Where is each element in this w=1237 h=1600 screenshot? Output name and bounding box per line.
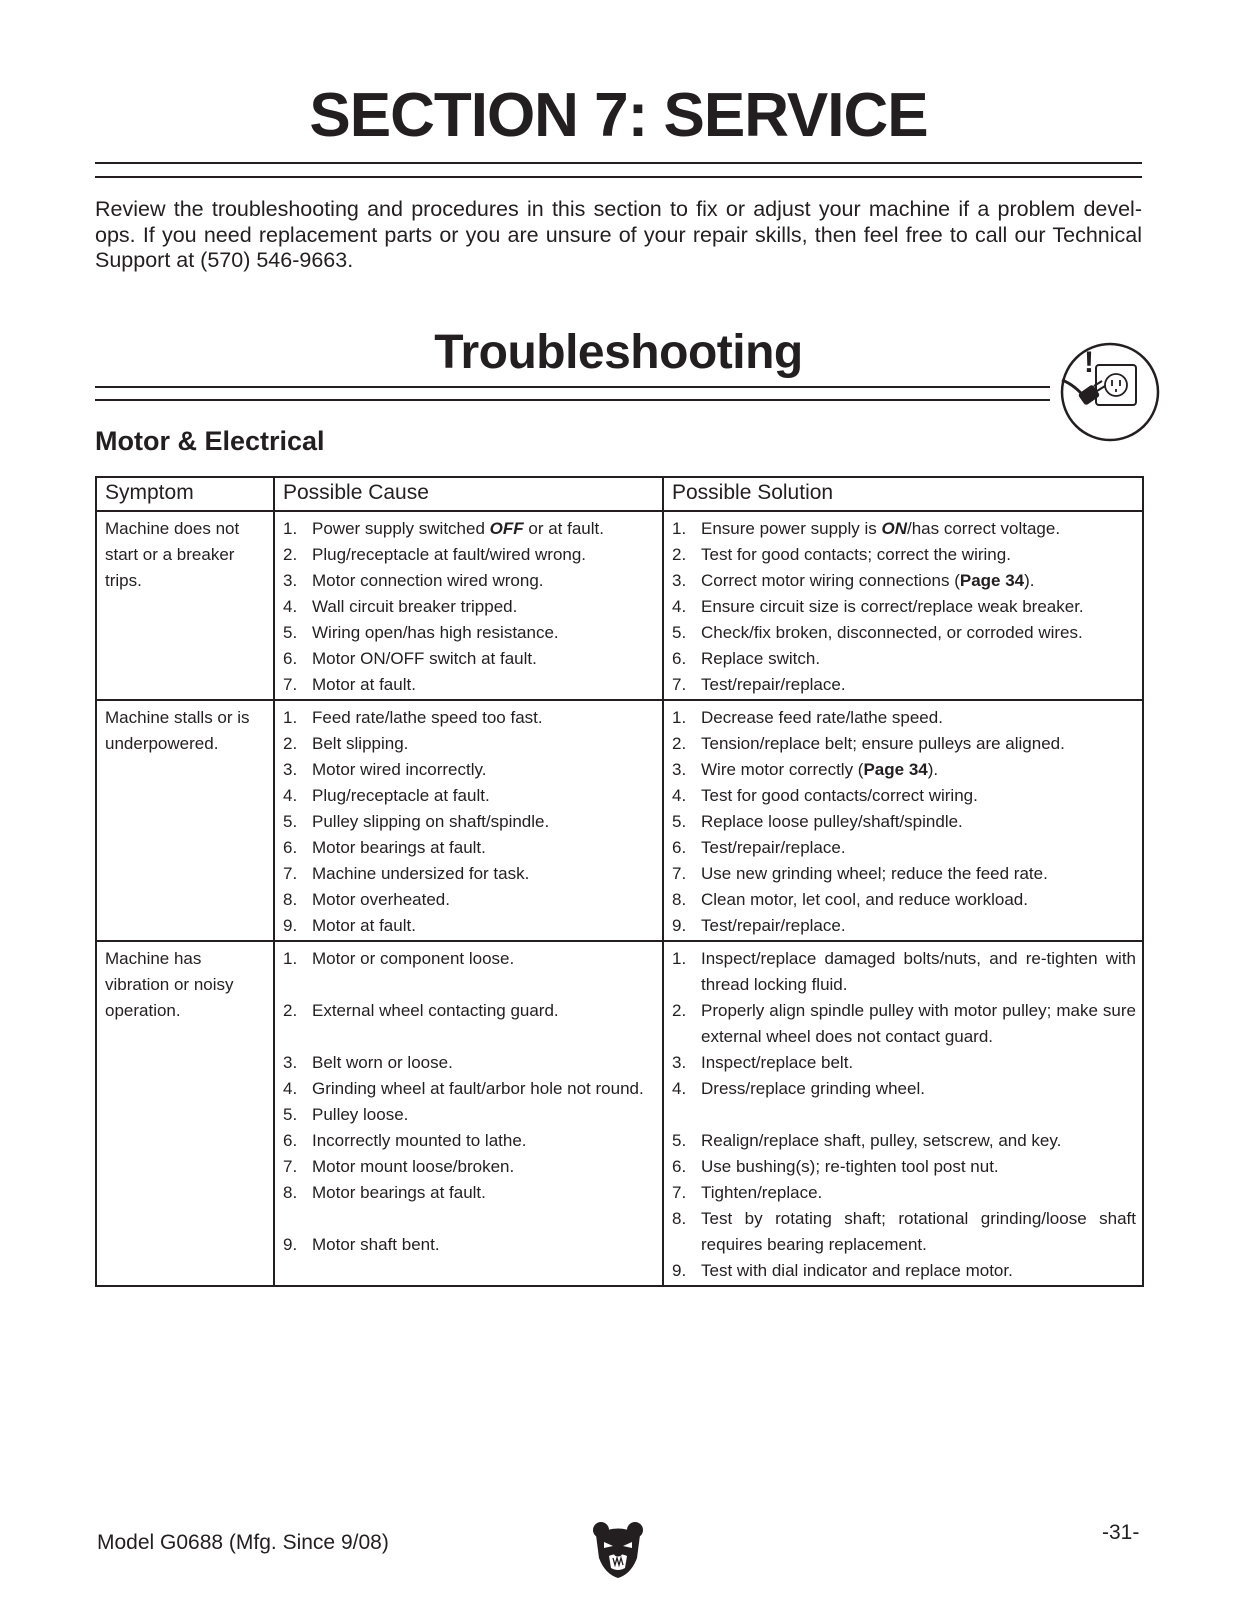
- solution-item: [672, 542, 1136, 568]
- item-number: 1.: [672, 519, 687, 538]
- line-spacer: [283, 972, 656, 998]
- item-text: Belt worn or loose.: [312, 1053, 453, 1072]
- item-number: 6.: [672, 1157, 687, 1176]
- item-text: External wheel contacting guard.: [312, 1001, 559, 1020]
- item-number: 6.: [283, 1131, 298, 1150]
- item-text: Replace switch.: [701, 649, 821, 668]
- item-number: 9.: [283, 1235, 298, 1254]
- item-number: 4.: [283, 597, 298, 616]
- item-text: Test for good contacts; correct the wiring.: [701, 545, 1011, 564]
- item-number: 7.: [283, 1157, 298, 1176]
- item-number: 5.: [283, 1105, 298, 1124]
- page-reference: Page 34: [863, 760, 928, 779]
- item-number: 9.: [672, 1261, 687, 1280]
- solution-item: [672, 568, 1136, 594]
- item-text: Motor shaft bent.: [312, 1235, 440, 1254]
- item-text: Plug/receptacle at fault.: [312, 786, 490, 805]
- solution-item: [672, 646, 1136, 672]
- item-number: 4.: [672, 597, 687, 616]
- item-text: Test with dial indicator and replace motor.: [701, 1261, 1013, 1280]
- item-text: Ensure circuit size is correct/replace weak breaker.: [701, 597, 1084, 616]
- item-text: Realign/replace shaft, pulley, setscrew, and key.: [701, 1131, 1062, 1150]
- item-text: Inspect/replace belt.: [701, 1053, 854, 1072]
- cause-item: [283, 946, 656, 972]
- item-number: 5.: [283, 623, 298, 642]
- cause-cell: [274, 511, 663, 700]
- cause-item: [283, 594, 656, 620]
- cause-item: [283, 568, 656, 594]
- item-number: 2.: [672, 734, 687, 753]
- solution-item: [672, 998, 1136, 1050]
- item-text: Pulley loose.: [312, 1105, 409, 1124]
- item-number: 3.: [283, 1053, 298, 1072]
- symptom-cell: Machine stalls or is underpowered.: [96, 700, 274, 941]
- item-text: Belt slipping.: [312, 734, 409, 753]
- cause-item: [283, 887, 656, 913]
- solution-item: [672, 672, 1136, 698]
- solution-item: [672, 1154, 1136, 1180]
- troubleshooting-table: [95, 476, 1144, 1287]
- cause-item: [283, 998, 656, 1024]
- solution-item: [672, 620, 1136, 646]
- item-number: 4.: [283, 786, 298, 805]
- item-number: 7.: [283, 864, 298, 883]
- solution-item: [672, 757, 1136, 783]
- table-row: [96, 511, 1143, 700]
- solution-item: [672, 861, 1136, 887]
- item-number: 8.: [283, 1183, 298, 1202]
- subsection-title: Troubleshooting: [434, 326, 803, 379]
- item-text: Motor at fault.: [312, 916, 416, 935]
- item-text: Decrease feed rate/lathe speed.: [701, 708, 943, 727]
- cause-item: [283, 1180, 656, 1206]
- cause-item: [283, 516, 656, 542]
- title-rule-top: [95, 162, 1142, 164]
- item-text: Properly align spindle pulley with motor pulley; make sure external wheel does not contact guard.: [701, 1001, 1136, 1046]
- item-number: 2.: [283, 1001, 298, 1020]
- item-number: 6.: [672, 838, 687, 857]
- item-text: Clean motor, let cool, and reduce workload.: [701, 890, 1028, 909]
- item-number: 5.: [672, 812, 687, 831]
- item-text-part: Power supply switched: [312, 519, 490, 538]
- item-number: 1.: [283, 708, 298, 727]
- item-number: 1.: [672, 949, 687, 968]
- item-number: 2.: [283, 545, 298, 564]
- symptom-cell: Machine does not start or a breaker trips.: [96, 511, 274, 700]
- item-number: 6.: [283, 649, 298, 668]
- item-number: 1.: [672, 708, 687, 727]
- cause-item: [283, 646, 656, 672]
- item-text: Feed rate/lathe speed too fast.: [312, 708, 543, 727]
- item-text: Machine undersized for task.: [312, 864, 530, 883]
- line-spacer: [283, 1206, 656, 1232]
- item-text: Tighten/replace.: [701, 1183, 823, 1202]
- item-text: Motor connection wired wrong.: [312, 571, 544, 590]
- solution-header: Possible Solution: [663, 477, 1143, 511]
- item-text-part: ).: [1024, 571, 1035, 590]
- item-text: Motor ON/OFF switch at fault.: [312, 649, 537, 668]
- item-text: [701, 516, 1136, 542]
- item-number: 7.: [283, 675, 298, 694]
- cause-item: [283, 1076, 656, 1102]
- section-title: SECTION 7: SERVICE: [309, 81, 928, 150]
- line-spacer: [283, 1024, 656, 1050]
- cause-item: [283, 542, 656, 568]
- item-text: Use bushing(s); re-tighten tool post nut.: [701, 1157, 999, 1176]
- solution-cell: [663, 700, 1143, 941]
- item-number: 4.: [283, 1079, 298, 1098]
- item-number: 5.: [672, 1131, 687, 1150]
- item-text: Pulley slipping on shaft/spindle.: [312, 812, 550, 831]
- item-text: Inspect/replace damaged bolts/nuts, and re-tighten with thread locking fluid.: [701, 949, 1136, 994]
- symptom-header: Symptom: [96, 477, 274, 511]
- item-text: Use new grinding wheel; reduce the feed rate.: [701, 864, 1048, 883]
- solution-item: [672, 731, 1136, 757]
- cause-header: Possible Cause: [274, 477, 663, 511]
- item-number: 3.: [672, 760, 687, 779]
- cause-cell: [274, 700, 663, 941]
- solution-cell: [663, 511, 1143, 700]
- line-spacer: [672, 1102, 1136, 1128]
- solution-item: [672, 1206, 1136, 1258]
- item-text: Tension/replace belt; ensure pulleys are aligned.: [701, 734, 1065, 753]
- solution-item: [672, 594, 1136, 620]
- item-text: Test by rotating shaft; rotational grinding/loose shaft requires bearing replacement.: [701, 1209, 1136, 1254]
- cause-item: [283, 620, 656, 646]
- item-number: 2.: [672, 1001, 687, 1020]
- item-text: Test/repair/replace.: [701, 838, 846, 857]
- item-text: Motor or component loose.: [312, 949, 515, 968]
- cause-item: [283, 913, 656, 939]
- solution-item: [672, 913, 1136, 939]
- solution-item: [672, 705, 1136, 731]
- item-number: 5.: [283, 812, 298, 831]
- item-number: 4.: [672, 786, 687, 805]
- title-rule-bottom: [95, 176, 1142, 178]
- cause-item: [283, 809, 656, 835]
- item-text: Motor mount loose/broken.: [312, 1157, 515, 1176]
- item-text: [312, 516, 656, 542]
- item-text: Replace loose pulley/shaft/spindle.: [701, 812, 963, 831]
- item-number: 4.: [672, 1079, 687, 1098]
- item-number: 1.: [283, 519, 298, 538]
- table-header-row: [96, 477, 1143, 511]
- solution-item: [672, 1050, 1136, 1076]
- solution-item: [672, 887, 1136, 913]
- subsection-rule-bottom: [95, 399, 1050, 401]
- item-text-part: Correct motor wiring connections (: [701, 571, 960, 590]
- solution-cell: [663, 941, 1143, 1286]
- solution-item: [672, 783, 1136, 809]
- solution-item: [672, 1076, 1136, 1102]
- solution-item: [672, 1258, 1136, 1284]
- item-number: 2.: [672, 545, 687, 564]
- item-number: 3.: [283, 571, 298, 590]
- item-text: Motor overheated.: [312, 890, 450, 909]
- item-text: Grinding wheel at fault/arbor hole not round.: [312, 1079, 644, 1098]
- disconnect-power-icon: [1058, 340, 1163, 445]
- item-text-part: or at fault.: [523, 519, 604, 538]
- item-text: Motor at fault.: [312, 675, 416, 694]
- item-number: 5.: [672, 623, 687, 642]
- item-text: Wall circuit breaker tripped.: [312, 597, 518, 616]
- item-text: Plug/receptacle at fault/wired wrong.: [312, 545, 587, 564]
- symptom-cell: Machine has vibration or noisy operation.: [96, 941, 274, 1286]
- item-text: Motor bearings at fault.: [312, 838, 486, 857]
- item-text-part: /has correct voltage.: [906, 519, 1061, 538]
- item-text: Motor wired incorrectly.: [312, 760, 487, 779]
- cause-item: [283, 1128, 656, 1154]
- cause-item: [283, 1050, 656, 1076]
- item-text: [701, 568, 1136, 594]
- item-number: 9.: [672, 916, 687, 935]
- cause-item: [283, 835, 656, 861]
- item-text-part: ).: [927, 760, 939, 779]
- item-number: 2.: [283, 734, 298, 753]
- switch-state-emphasis: ON: [881, 519, 907, 538]
- footer-model: Model G0688 (Mfg. Since 9/08): [97, 1531, 389, 1554]
- bear-logo-icon: [591, 1520, 645, 1580]
- item-number: 1.: [283, 949, 298, 968]
- item-text: Motor bearings at fault.: [312, 1183, 486, 1202]
- item-number: 8.: [283, 890, 298, 909]
- cause-cell: [274, 941, 663, 1286]
- warning-mark: !: [1084, 346, 1094, 379]
- intro-paragraph: Review the troubleshooting and procedures in this section to fix or adjust your machine if a problem devel-ops. If you need replacement parts or you are unsure of your repair skills, then feel free to call our Technical Support at (570) 546-9663.: [95, 197, 1142, 272]
- item-number: 8.: [672, 890, 687, 909]
- item-number: 9.: [283, 916, 298, 935]
- item-number: 3.: [672, 1053, 687, 1072]
- item-text: Incorrectly mounted to lathe.: [312, 1131, 527, 1150]
- item-number: 7.: [672, 1183, 687, 1202]
- table-row: [96, 700, 1143, 941]
- solution-item: [672, 809, 1136, 835]
- cause-item: [283, 861, 656, 887]
- page-number: -31-: [1102, 1521, 1140, 1544]
- item-number: 7.: [672, 864, 687, 883]
- item-number: 3.: [283, 760, 298, 779]
- item-number: 7.: [672, 675, 687, 694]
- item-text: Check/fix broken, disconnected, or corroded wires.: [701, 623, 1083, 642]
- solution-item: [672, 1180, 1136, 1206]
- switch-state-emphasis: OFF: [489, 519, 524, 538]
- cause-item: [283, 783, 656, 809]
- cause-item: [283, 757, 656, 783]
- subsection-rule-top: [95, 386, 1050, 388]
- solution-item: [672, 516, 1136, 542]
- item-number: 8.: [672, 1209, 687, 1228]
- table-row: [96, 941, 1143, 1286]
- item-text-part: Ensure power supply is: [701, 519, 882, 538]
- item-text: Dress/replace grinding wheel.: [701, 1079, 925, 1098]
- cause-item: [283, 1102, 656, 1128]
- cause-item: [283, 1154, 656, 1180]
- group-title: Motor & Electrical: [95, 426, 325, 456]
- item-number: 6.: [672, 649, 687, 668]
- item-number: 6.: [283, 838, 298, 857]
- item-text: Test for good contacts/correct wiring.: [701, 786, 978, 805]
- cause-item: [283, 1232, 656, 1258]
- item-text: [701, 757, 1136, 783]
- solution-item: [672, 835, 1136, 861]
- cause-item: [283, 705, 656, 731]
- item-number: 3.: [672, 571, 687, 590]
- cause-item: [283, 731, 656, 757]
- solution-item: [672, 946, 1136, 998]
- page-reference: Page 34: [959, 571, 1025, 590]
- item-text: Wiring open/has high resistance.: [312, 623, 559, 642]
- solution-item: [672, 1128, 1136, 1154]
- item-text: Test/repair/replace.: [701, 916, 846, 935]
- cause-item: [283, 672, 656, 698]
- table-body: [96, 511, 1143, 1286]
- item-text: Test/repair/replace.: [701, 675, 846, 694]
- item-text-part: Wire motor correctly (: [701, 760, 864, 779]
